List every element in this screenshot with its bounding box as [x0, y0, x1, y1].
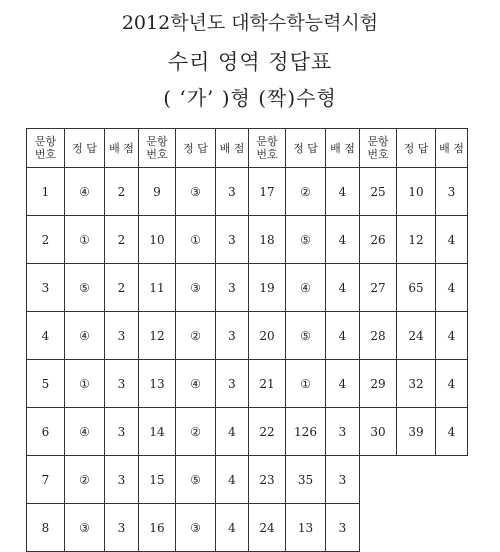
- answer-cell: ③: [176, 504, 216, 552]
- points-cell: 4: [326, 168, 360, 216]
- header-points: 배 점: [105, 129, 139, 168]
- points-cell: 3: [216, 168, 249, 216]
- question-number-cell: 23: [249, 456, 286, 504]
- answer-cell: ②: [176, 312, 216, 360]
- question-number-cell: 27: [360, 264, 397, 312]
- question-number-cell: 17: [249, 168, 286, 216]
- question-number-cell: 13: [139, 360, 176, 408]
- answer-cell: 35: [286, 456, 326, 504]
- exam-type-subtitle: ( ‘가’ )형 (짝)수형: [163, 86, 337, 110]
- answer-cell: ①: [65, 360, 105, 408]
- question-number-cell: 7: [27, 456, 65, 504]
- points-cell: 4: [436, 408, 468, 456]
- table-row: [27, 408, 468, 456]
- header-question-number: 문항 번호: [249, 129, 286, 168]
- answer-cell: ④: [176, 360, 216, 408]
- points-cell: 4: [216, 408, 249, 456]
- answer-sheet-title: 수리 영역 정답표: [167, 50, 333, 74]
- header-question-number: 문항 번호: [27, 129, 65, 168]
- points-cell: 3: [105, 408, 139, 456]
- answer-cell: ③: [65, 504, 105, 552]
- answer-cell: ⑤: [65, 264, 105, 312]
- exam-year-title: 2012학년도 대학수학능력시험: [121, 12, 379, 34]
- header-points: 배 점: [326, 129, 360, 168]
- answer-cell: ①: [176, 216, 216, 264]
- header-points: 배 점: [216, 129, 249, 168]
- answer-cell: 126: [286, 408, 326, 456]
- table-row: [27, 504, 468, 552]
- points-cell: 4: [326, 264, 360, 312]
- header-answer: 정 답: [176, 129, 216, 168]
- header-points: 배 점: [436, 129, 468, 168]
- answer-cell: 13: [286, 504, 326, 552]
- answer-cell: ④: [65, 312, 105, 360]
- answer-cell: ⑤: [176, 456, 216, 504]
- header-answer: 정 답: [65, 129, 105, 168]
- points-cell: 3: [105, 312, 139, 360]
- answer-cell: ④: [65, 408, 105, 456]
- points-cell: 4: [216, 456, 249, 504]
- table-row: [27, 360, 468, 408]
- answer-cell: ⑤: [286, 216, 326, 264]
- question-number-cell: 16: [139, 504, 176, 552]
- answer-cell: 65: [397, 264, 436, 312]
- question-number-cell: 2: [27, 216, 65, 264]
- answer-cell: 12: [397, 216, 436, 264]
- points-cell: 4: [326, 216, 360, 264]
- points-cell: 4: [436, 216, 468, 264]
- question-number-cell: 4: [27, 312, 65, 360]
- points-cell: 4: [436, 264, 468, 312]
- question-number-cell: 18: [249, 216, 286, 264]
- question-number-cell: 5: [27, 360, 65, 408]
- question-number-cell: 8: [27, 504, 65, 552]
- points-cell: 2: [105, 168, 139, 216]
- points-cell: 3: [326, 504, 360, 552]
- question-number-cell: 1: [27, 168, 65, 216]
- answer-cell: ④: [286, 264, 326, 312]
- question-number-cell: 29: [360, 360, 397, 408]
- answer-cell: ④: [65, 168, 105, 216]
- points-cell: 3: [326, 408, 360, 456]
- points-cell: 3: [216, 360, 249, 408]
- empty-cell: [397, 504, 436, 552]
- points-cell: 3: [436, 168, 468, 216]
- table-row: [27, 456, 468, 504]
- points-cell: 3: [216, 216, 249, 264]
- question-number-cell: 30: [360, 408, 397, 456]
- empty-cell: [436, 456, 468, 504]
- header-question-number: 문항 번호: [139, 129, 176, 168]
- points-cell: 4: [326, 360, 360, 408]
- table-row: [27, 312, 468, 360]
- question-number-cell: 24: [249, 504, 286, 552]
- question-number-cell: 22: [249, 408, 286, 456]
- question-number-cell: 6: [27, 408, 65, 456]
- answer-cell: ①: [286, 360, 326, 408]
- question-number-cell: 9: [139, 168, 176, 216]
- table-header-row: [27, 129, 468, 168]
- table-row: [27, 168, 468, 216]
- answer-table-body: [27, 129, 468, 552]
- empty-cell: [360, 504, 397, 552]
- answer-cell: ②: [65, 456, 105, 504]
- question-number-cell: 28: [360, 312, 397, 360]
- question-number-cell: 21: [249, 360, 286, 408]
- question-number-cell: 25: [360, 168, 397, 216]
- points-cell: 3: [105, 456, 139, 504]
- question-number-cell: 10: [139, 216, 176, 264]
- question-number-cell: 11: [139, 264, 176, 312]
- answer-cell: 10: [397, 168, 436, 216]
- points-cell: 3: [326, 456, 360, 504]
- points-cell: 4: [326, 312, 360, 360]
- points-cell: 3: [216, 264, 249, 312]
- answer-cell: 32: [397, 360, 436, 408]
- empty-cell: [360, 456, 397, 504]
- points-cell: 3: [105, 504, 139, 552]
- answer-cell: ⑤: [286, 312, 326, 360]
- empty-cell: [397, 456, 436, 504]
- header-answer: 정 답: [397, 129, 436, 168]
- answer-cell: ①: [65, 216, 105, 264]
- answer-cell: ②: [286, 168, 326, 216]
- answer-cell: 24: [397, 312, 436, 360]
- question-number-cell: 15: [139, 456, 176, 504]
- table-row: [27, 264, 468, 312]
- header-question-number: 문항 번호: [360, 129, 397, 168]
- points-cell: 4: [436, 312, 468, 360]
- question-number-cell: 12: [139, 312, 176, 360]
- answer-cell: ③: [176, 264, 216, 312]
- points-cell: 2: [105, 264, 139, 312]
- answer-cell: ②: [176, 408, 216, 456]
- question-number-cell: 20: [249, 312, 286, 360]
- question-number-cell: 14: [139, 408, 176, 456]
- answer-cell: 39: [397, 408, 436, 456]
- header-answer: 정 답: [286, 129, 326, 168]
- points-cell: 4: [436, 360, 468, 408]
- points-cell: 3: [105, 360, 139, 408]
- table-row: [27, 216, 468, 264]
- points-cell: 4: [216, 504, 249, 552]
- question-number-cell: 26: [360, 216, 397, 264]
- points-cell: 3: [216, 312, 249, 360]
- question-number-cell: 19: [249, 264, 286, 312]
- answer-cell: ③: [176, 168, 216, 216]
- question-number-cell: 3: [27, 264, 65, 312]
- answer-table: [26, 128, 468, 552]
- points-cell: 2: [105, 216, 139, 264]
- empty-cell: [436, 504, 468, 552]
